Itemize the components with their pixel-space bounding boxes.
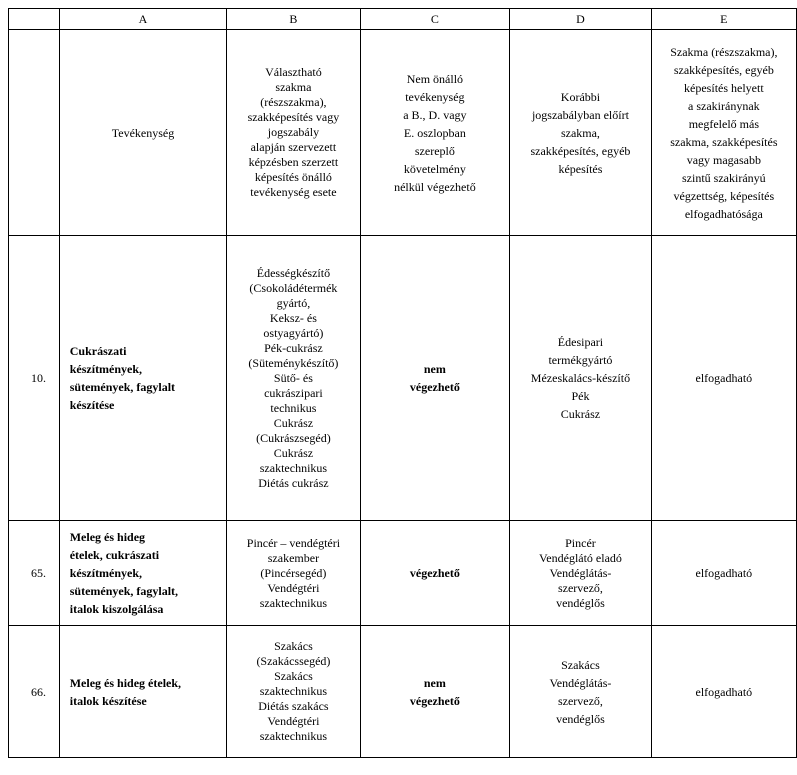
cell-line: Cukrász [273,415,314,430]
cell-line: Édesipari [557,335,604,349]
cell-line: Meleg és hideg ételek, [69,675,182,690]
cell-line: vagy magasabb [686,152,761,167]
cell-line: képesítés [558,161,603,176]
header-c [360,30,510,236]
cell-line: (Süteménykészítő) [248,355,339,370]
cell-line: cukrászipari [264,385,323,400]
cell-line: Vendégtéri [267,714,320,728]
cell-line: Cukrászati [69,344,127,358]
cell-line: készítése [69,398,115,412]
cell-line: technikus [270,400,317,415]
cell-line: szaktechnikus [259,684,328,698]
cell-line: Nem önálló [406,71,464,86]
cell-line: Szakács [561,657,600,672]
cell-line: szakképesítés, egyéb [673,62,774,77]
cell-line: szakma, [560,125,600,140]
cell-line: készítmények, [69,566,143,580]
cell-line: vendéglős [556,595,605,610]
table-row [9,626,797,758]
cell-line: szaktechnikus [259,729,328,743]
cell-line: (Pincérsegéd) [260,565,327,580]
nonindependent-cell [360,236,510,521]
cell-line: Édességkészítő [256,265,331,280]
column-letter-d: D [510,9,652,30]
cell-line: Korábbi [560,89,601,104]
cell-line: képesítés helyett [684,80,764,95]
cell-line: Cukrász [560,407,601,421]
cell-line: megfelelő más [688,116,759,131]
cell-line: nem [423,675,446,690]
column-letter-row [9,9,797,30]
cell-line: alapján szervezett [250,140,337,154]
cell-line: tevékenység esete [250,185,337,199]
row-number: 65. [9,521,60,626]
qualification-cell [227,236,360,521]
cell-line: tevékenység [405,89,465,104]
column-letter-e: E [651,9,796,30]
cell-line: Vendéglátás- [549,675,612,690]
cell-line: szakképesítés vagy [247,110,340,124]
cell-line: Vendéglátó eladó [538,550,622,565]
cell-line: Sütő- és [273,370,313,385]
activity-cell [59,626,227,758]
cell-line: Keksz- és [269,310,317,325]
cell-line: végezhető [409,693,460,708]
header-activity: Tevékenység [59,30,227,236]
cell-line: nélkül végezhető [394,179,476,194]
cell-line: E. oszlopban [403,125,466,140]
previous-qualification-cell [510,626,652,758]
cell-line: Diétás szakács [258,699,329,713]
cell-line: szaktechnikus [259,595,328,610]
cell-line: végzettség, képesítés [673,188,775,203]
header-d [510,30,652,236]
activity-cell [59,521,227,626]
cell-line: készítmények, [69,362,143,376]
row-number: 66. [9,626,60,758]
cell-line: végezhető [409,566,460,580]
cell-line: végezhető [409,380,460,394]
cell-line: jogszabály [267,125,320,139]
cell-line: Vendégtéri [267,580,320,595]
qualification-cell [227,521,360,626]
cell-line: gyártó, [276,295,311,310]
cell-line: Pincér [565,535,596,550]
nonindependent-cell [360,521,510,626]
cell-line: sütemények, fagylalt [69,380,176,394]
cell-line: szakember [267,550,320,565]
column-letter-a: A [59,9,227,30]
regulation-table [8,8,797,758]
cell-line: vendéglős [556,711,605,726]
qualification-cell [227,626,360,758]
cell-line: Pék [571,389,590,403]
activity-cell [59,236,227,521]
cell-line: szakma [275,80,312,94]
cell-line: Mézeskalács-készítő [530,371,631,385]
cell-line: szakképesítés, egyéb [530,143,631,158]
cell-line: Szakács [274,639,313,653]
header-e [651,30,796,236]
cell-line: szintű szakirányú [682,170,766,185]
header-empty-cell [9,30,60,236]
table-row [9,521,797,626]
header-b [227,30,360,236]
previous-qualification-cell [510,236,652,521]
cell-line: Cukrász [273,445,314,460]
cell-line: Vendéglátás- [549,565,612,580]
cell-line: (Cukrászsegéd) [256,430,331,445]
acceptability-cell: elfogadható [651,521,796,626]
cell-line: Pincér – vendégtéri [246,535,341,550]
cell-line: (Csokoládétermék [249,280,338,295]
nonindependent-cell [360,626,510,758]
cell-line: képesítés önálló [254,170,332,184]
cell-line: a B., D. vagy [403,107,467,122]
cell-line: jogszabályban előírt [531,107,629,122]
cell-line: követelmény [403,161,466,176]
previous-qualification-cell [510,521,652,626]
cell-line: termékgyártó [548,353,613,367]
cell-line: Választható [265,65,322,79]
cell-line: italok készítése [69,693,147,708]
cell-line: Szakács [274,669,313,683]
acceptability-cell: elfogadható [651,236,796,521]
corner-cell [9,9,60,30]
acceptability-cell: elfogadható [651,626,796,758]
cell-line: szervező, [557,693,603,708]
cell-line: ételek, cukrászati [69,548,160,562]
table-row [9,236,797,521]
cell-line: ostyagyártó) [263,325,324,340]
cell-line: szereplő [414,143,455,158]
cell-line: nem [423,362,446,376]
column-letter-b: B [227,9,360,30]
cell-line: (részszakma), [260,95,327,109]
cell-line: italok kiszolgálása [69,602,164,616]
cell-line: képzésben szerzett [248,155,339,169]
cell-line: Meleg és hideg [69,530,146,544]
header-row [9,30,797,236]
cell-line: szakma, szakképesítés [670,134,778,149]
cell-line: Pék-cukrász [264,340,323,355]
cell-line: (Szakácssegéd) [256,654,331,668]
cell-line: Szakma (részszakma), [670,44,778,59]
row-number: 10. [9,236,60,521]
column-letter-c: C [360,9,510,30]
cell-line: szaktechnikus [259,460,328,475]
cell-line: elfogadhatósága [684,206,763,221]
cell-line: Diétás cukrász [258,475,329,490]
cell-line: sütemények, fagylalt, [69,584,179,598]
cell-line: szervező, [557,580,603,595]
cell-line: a szakiránynak [688,98,760,113]
